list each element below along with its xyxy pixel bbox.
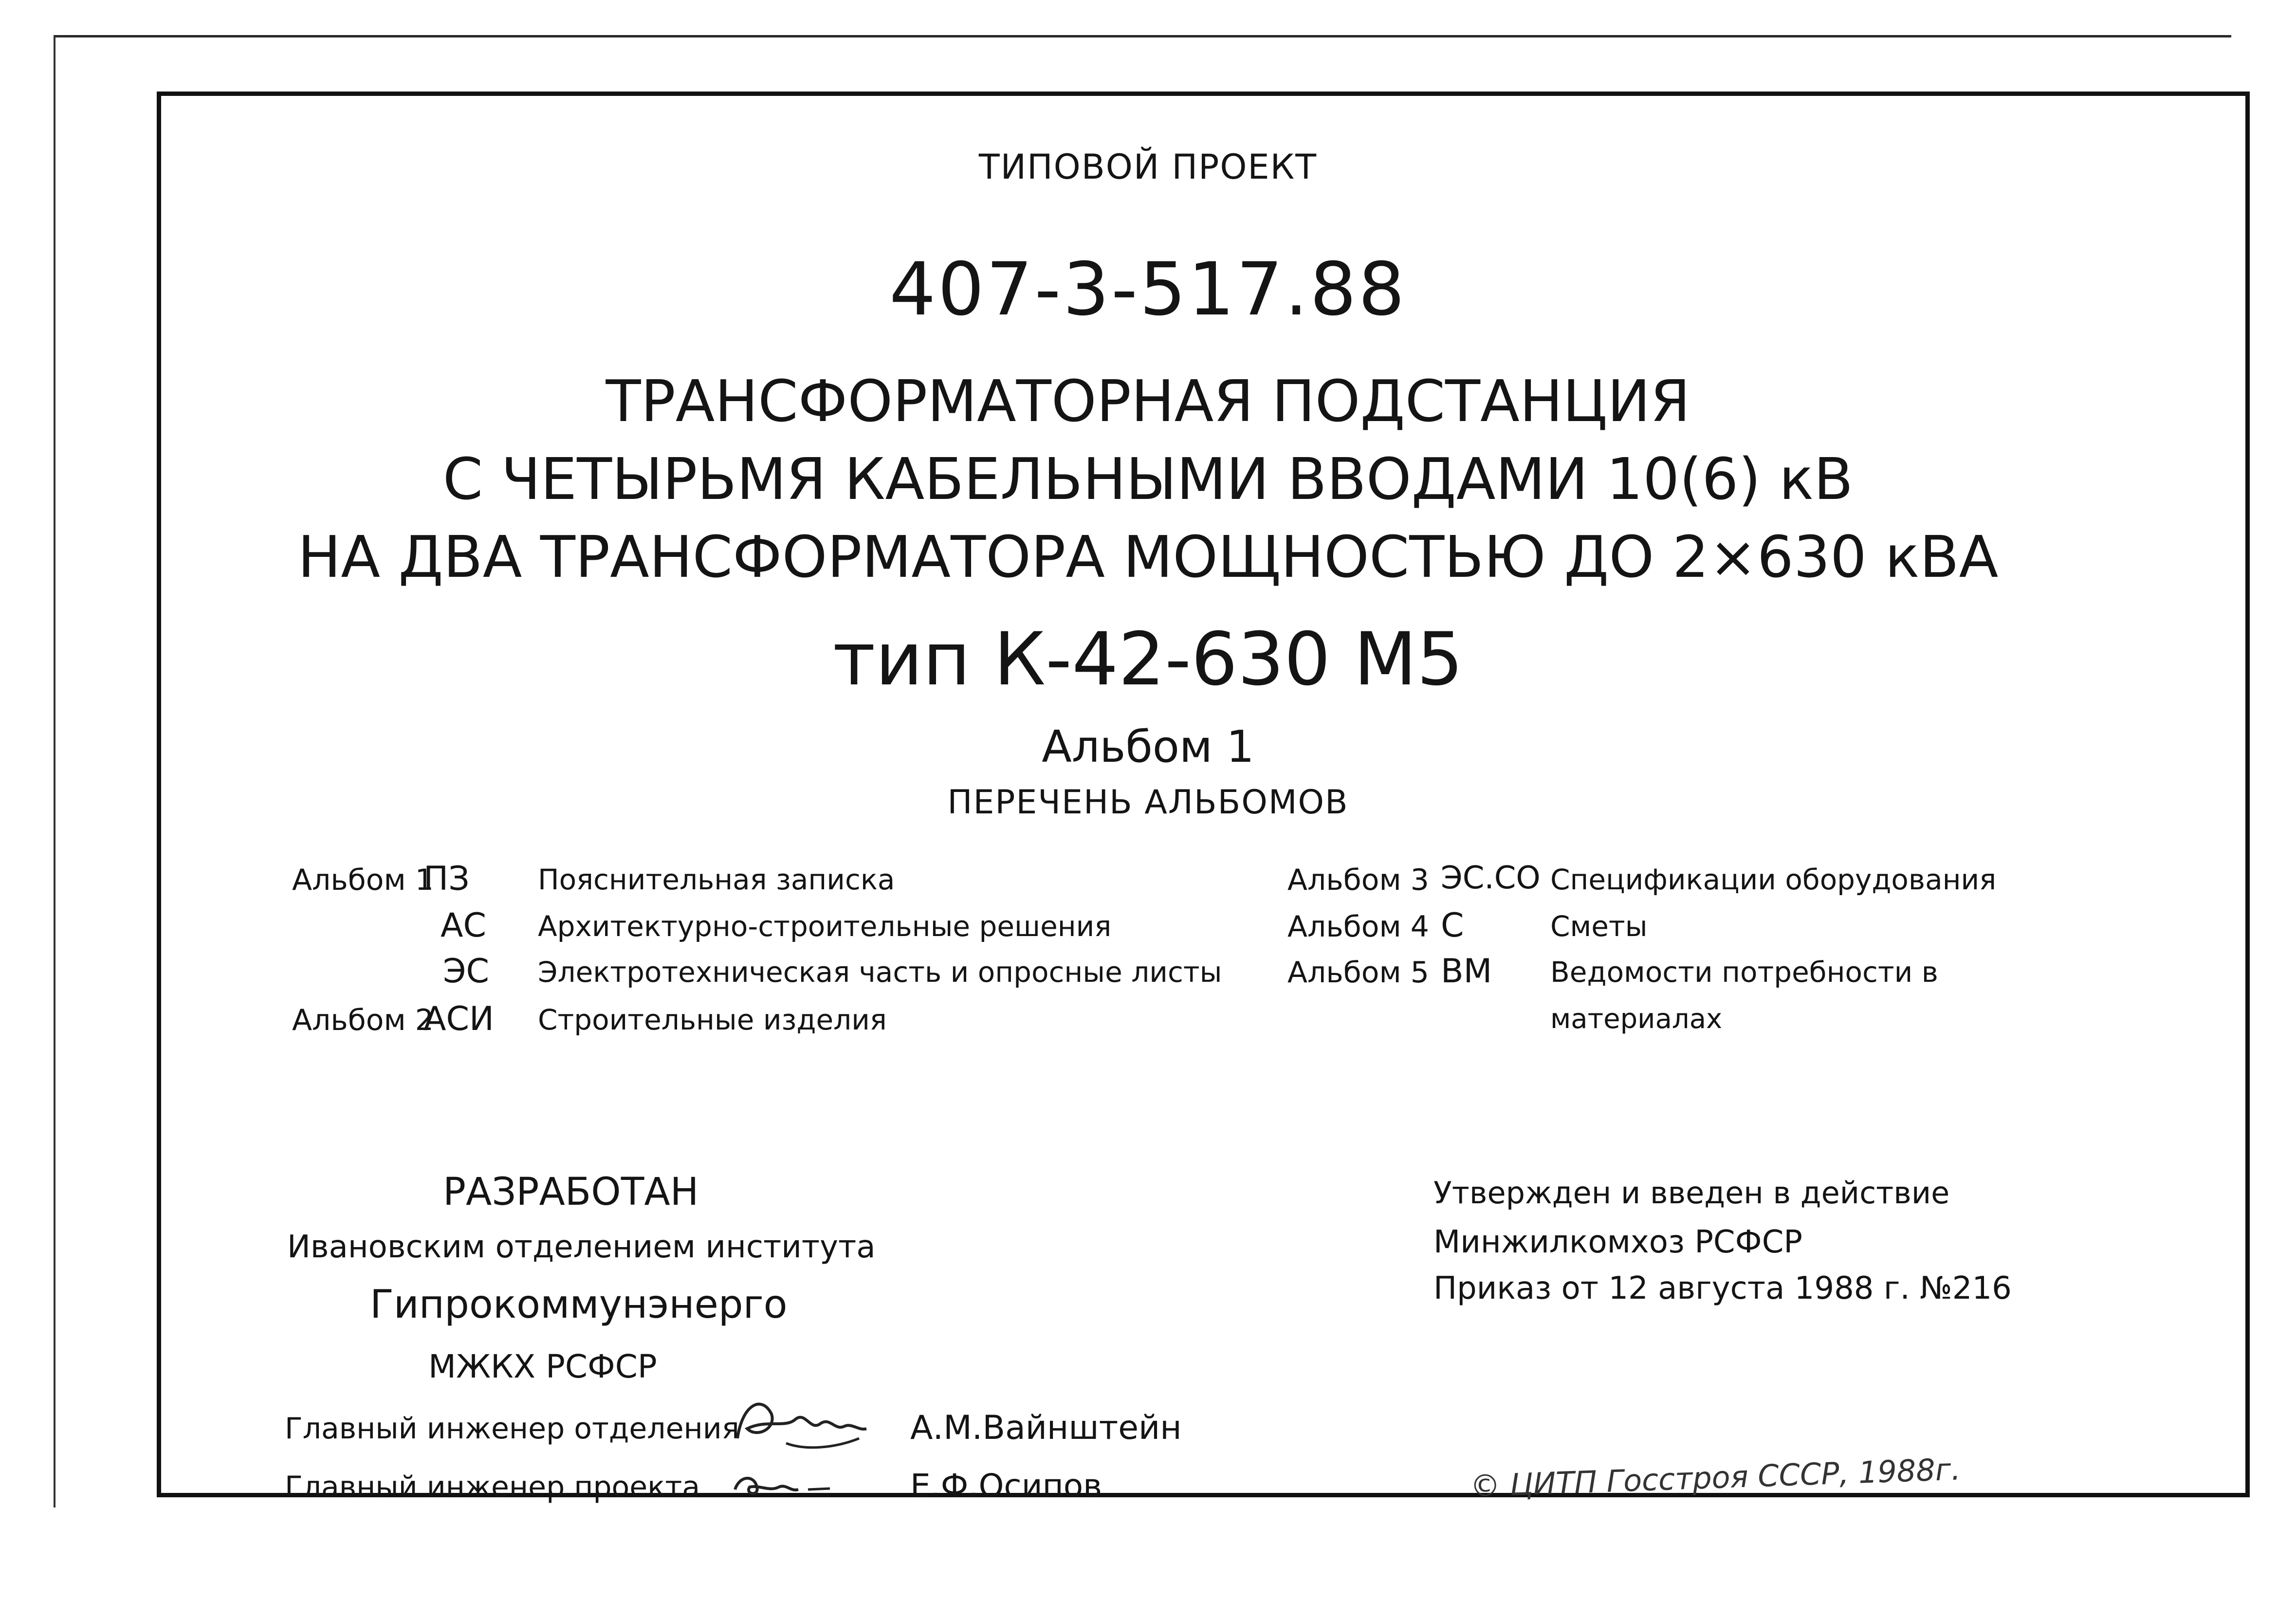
- approval-line-2: Минжилкомхоз РСФСР: [1433, 1224, 1802, 1260]
- signer-role: Главный инженер проекта: [285, 1470, 700, 1504]
- project-number: 407-3-517.88: [889, 247, 1407, 332]
- approval-line-3: Приказ от 12 августа 1988 г. №216: [1433, 1270, 2012, 1306]
- list-item-name: Пояснительная записка: [538, 863, 895, 896]
- list-item-album: Альбом 1: [292, 863, 434, 897]
- list-item-code: ВМ: [1441, 952, 1492, 991]
- project-kind: ТИПОВОЙ ПРОЕКТ: [978, 147, 1318, 187]
- album-list-heading: ПЕРЕЧЕНЬ АЛЬБОМОВ: [947, 783, 1349, 822]
- list-item-name: Сметы: [1550, 910, 1648, 943]
- signer-name: Е.Ф.Осипов: [910, 1467, 1102, 1505]
- list-item-name: Электротехническая часть и опросные листы: [538, 956, 1222, 989]
- list-item-album: Альбом 3: [1287, 863, 1429, 897]
- list-item-code: ЭС: [443, 952, 489, 991]
- list-item-name: Спецификации оборудования: [1550, 863, 1997, 896]
- copyright-stamp: © ЦИТП Госстроя СССР, 1988г.: [1469, 1451, 1962, 1504]
- title-line-1: ТРАНСФОРМАТОРНАЯ ПОДСТАНЦИЯ: [606, 368, 1690, 435]
- signer-role: Главный инженер отделения: [285, 1412, 739, 1446]
- list-item-code: С: [1441, 906, 1464, 945]
- list-item-name: Архитектурно-строительные решения: [538, 910, 1112, 943]
- album-label: Альбом 1: [1042, 721, 1254, 772]
- title-line-3: НА ДВА ТРАНСФОРМАТОРА МОЩНОСТЬЮ ДО 2×630 кВА: [297, 523, 1999, 590]
- signature-2: [730, 1465, 837, 1504]
- substation-type: тип К-42-630 М5: [832, 617, 1464, 702]
- list-item-code: ПЗ: [423, 860, 470, 898]
- developed-line: Ивановским отделением института: [287, 1229, 876, 1265]
- list-item-album: Альбом 2: [292, 1003, 434, 1037]
- list-item-album: Альбом 5: [1287, 956, 1429, 990]
- list-item-code: АС: [441, 906, 486, 945]
- list-item-name: Ведомости потребности в: [1550, 956, 1938, 989]
- list-item-album: Альбом 4: [1287, 910, 1429, 944]
- ministry-name: МЖКХ РСФСР: [428, 1348, 657, 1385]
- signature-1: [728, 1385, 874, 1463]
- list-item-name: Строительные изделия: [538, 1003, 887, 1036]
- list-item-code: ЭС.СО: [1441, 860, 1541, 896]
- list-item-name-continued: материалах: [1550, 1003, 1723, 1035]
- developed-heading: РАЗРАБОТАН: [443, 1170, 699, 1214]
- signer-name: А.М.Вайнштейн: [910, 1409, 1182, 1447]
- organization-name: Гипрокоммунэнерго: [370, 1282, 788, 1327]
- approval-line-1: Утвержден и введен в действие: [1433, 1175, 1950, 1211]
- title-line-2: С ЧЕТЫРЬМЯ КАБЕЛЬНЫМИ ВВОДАМИ 10(6) кВ: [442, 445, 1854, 513]
- list-item-code: АСИ: [423, 1000, 494, 1038]
